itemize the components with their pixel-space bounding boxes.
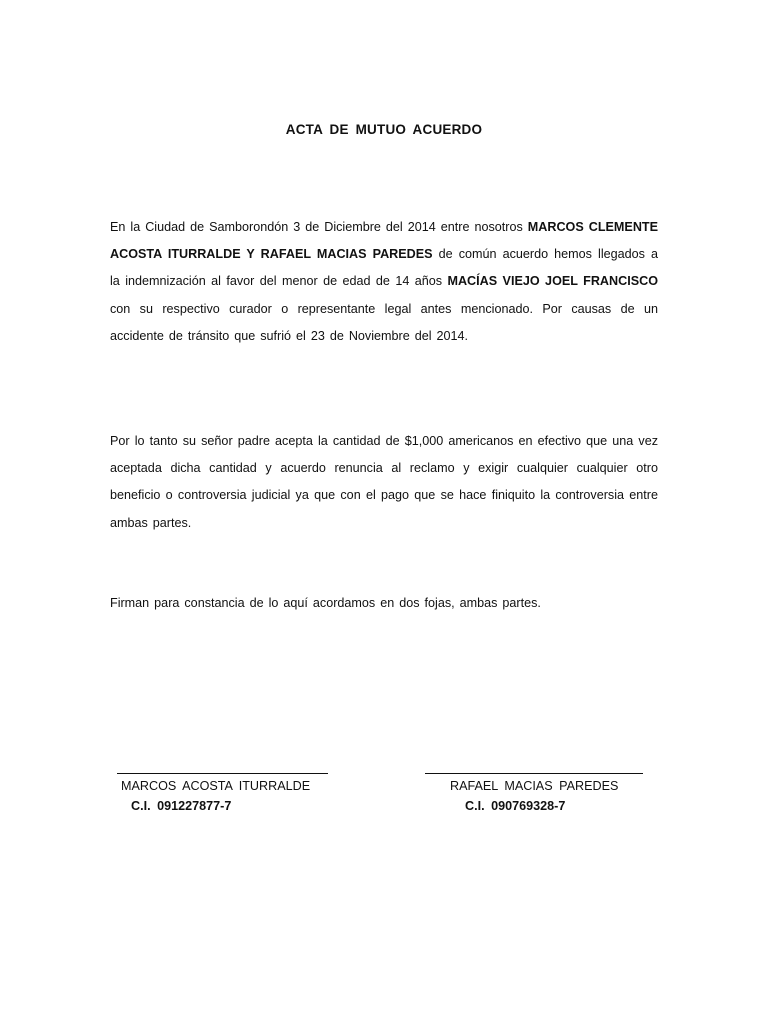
document-title: ACTA DE MUTUO ACUERDO: [285, 122, 483, 137]
signature-line-right: [425, 773, 643, 774]
paragraph-signing-statement: Firman para constancia de lo aquí acordamos en dos fojas, ambas partes.: [110, 596, 541, 610]
signatory-id-left: C.I. 091227877-7: [131, 799, 232, 813]
paragraph1-text-b: de común acuerdo hemos llegados a la indemnización al favor del menor de edad de 14 años: [110, 247, 658, 289]
signatory-name-right: RAFAEL MACIAS PAREDES: [450, 779, 619, 793]
paragraph1-text-a: En la Ciudad de Samborondón 3 de Diciembre del 2014 entre nosotros: [110, 220, 528, 234]
signatory-name-left: MARCOS ACOSTA ITURRALDE: [121, 779, 311, 793]
parties-names: MARCOS CLEMENTE ACOSTA ITURRALDE Y RAFAEL MACIAS PAREDES: [110, 220, 659, 262]
signature-line-left: [117, 773, 328, 774]
paragraph1-text-c: con su respectivo curador o representante legal antes mencionado. Por causas de un accidente de tránsito que sufrió el 23 de Noviembre del 2014.: [110, 301, 658, 343]
paragraph-agreement-parties: [110, 214, 658, 350]
paragraph-payment-terms: Por lo tanto su señor padre acepta la cantidad de $1,000 americanos en efectivo que una vez aceptada dicha cantidad y acuerdo renuncia al reclamo y exigir cualquier cualquier otro beneficio o controversia judicial ya que con el pago que se hace finiquito la controversia entre ambas partes.: [110, 434, 658, 530]
minor-name: MACÍAS VIEJO JOEL FRANCISCO: [447, 274, 658, 289]
signatory-id-right: C.I. 090769328-7: [465, 799, 566, 813]
